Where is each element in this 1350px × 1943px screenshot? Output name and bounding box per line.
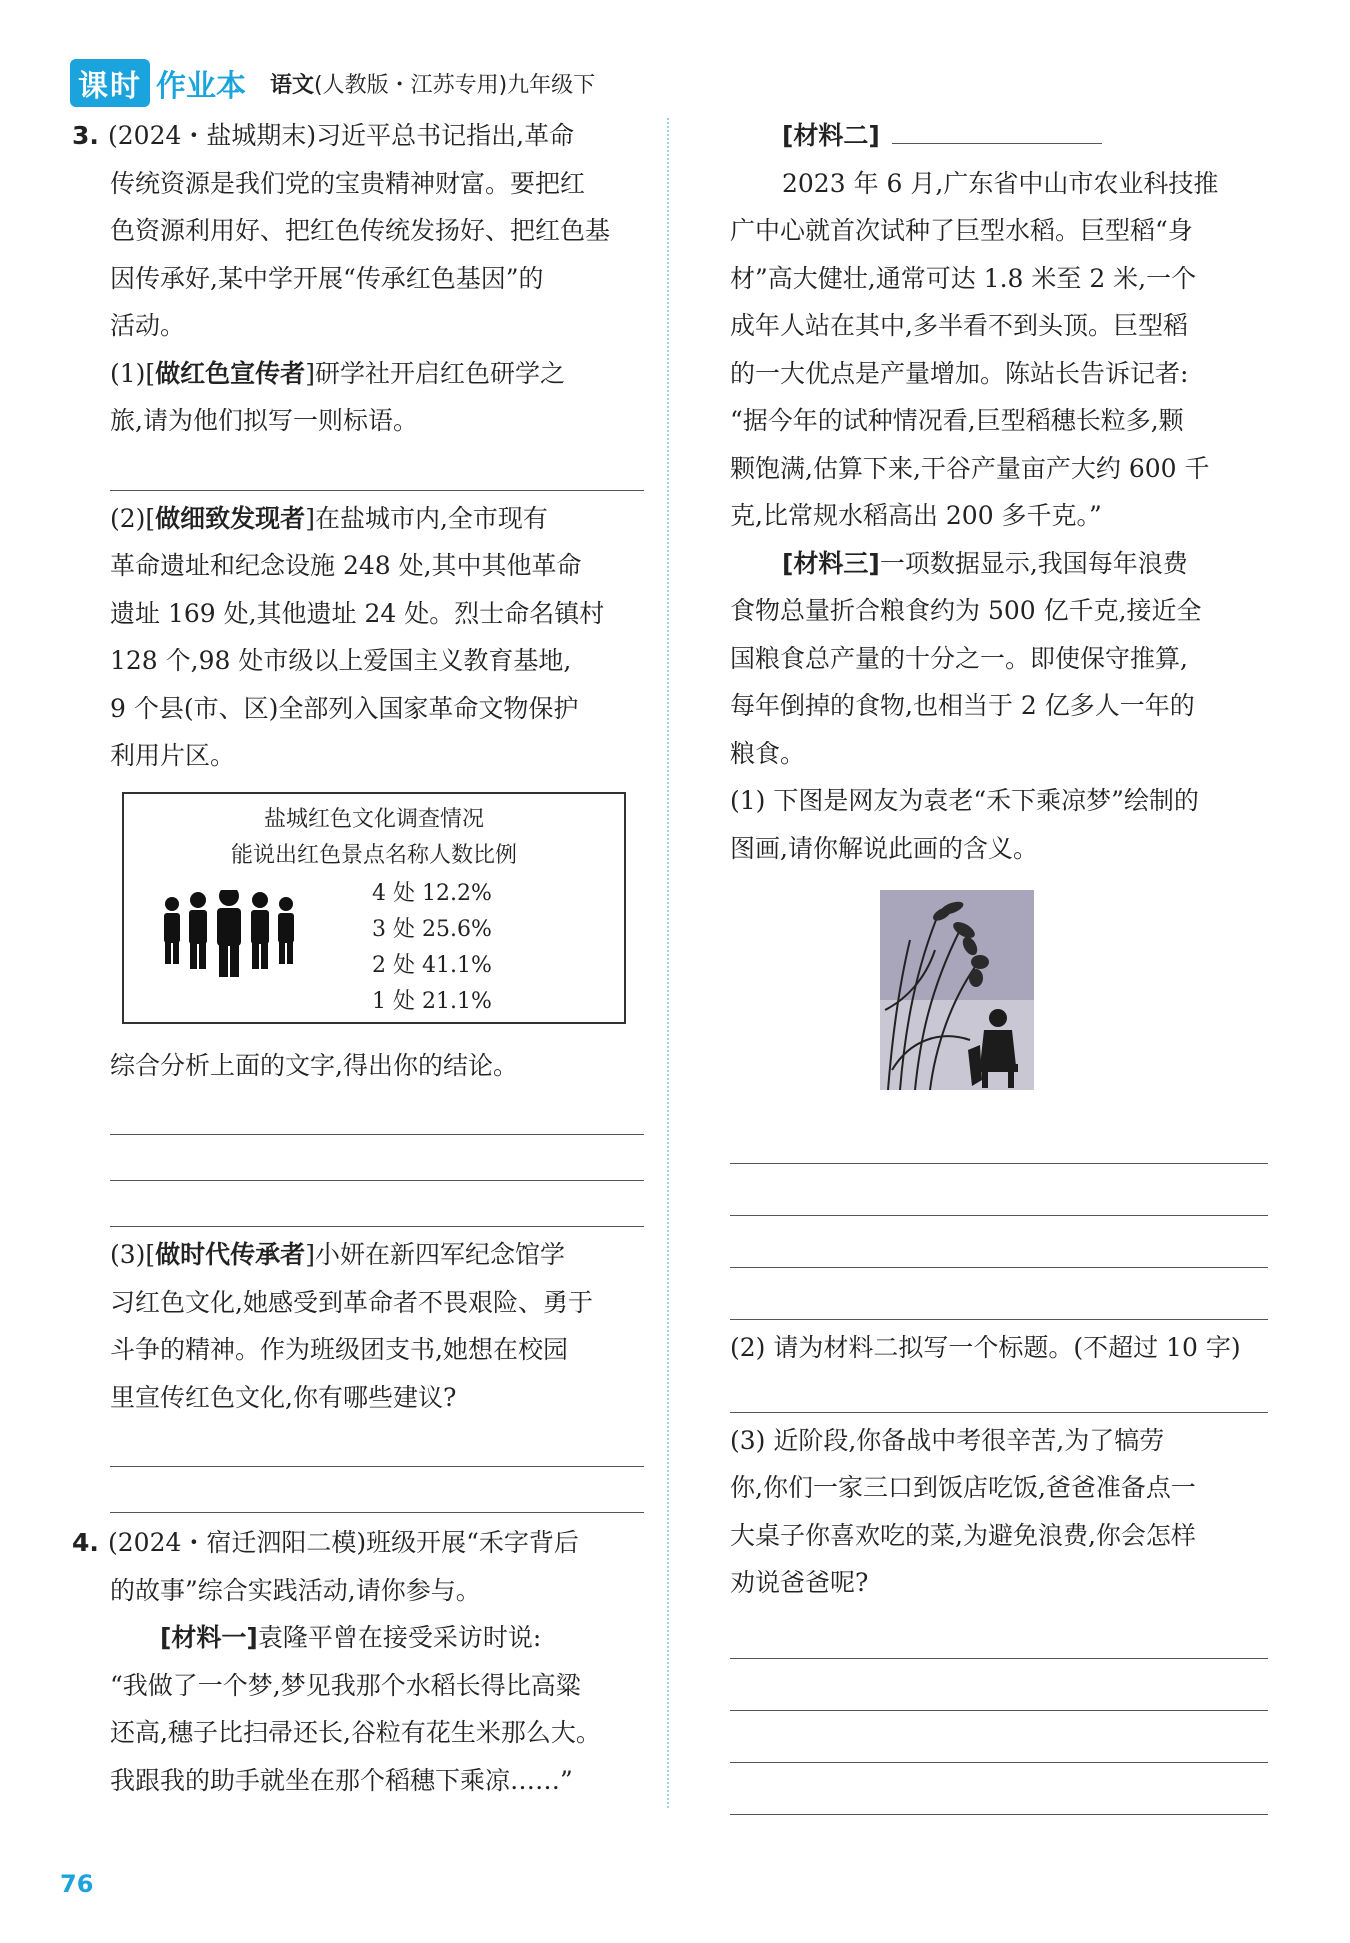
survey-row: 2 处 41.1% [372, 952, 492, 978]
survey-row: 3 处 25.6% [372, 916, 492, 942]
answer-line[interactable] [110, 445, 644, 491]
mat3-first: 一项数据显示,我国每年浪费 [879, 548, 1188, 578]
q4-number: 4. [72, 1528, 99, 1557]
q4-sub1-line-1: (1) 下图是网友为袁老“禾下乘凉梦”绘制的 [730, 786, 1199, 815]
survey-title-2: 能说出红色景点名称人数比例 [230, 842, 517, 868]
answer-line[interactable] [110, 1467, 644, 1513]
mat2-title-line [730, 112, 1268, 160]
q3-sub3-line-2: 习红色文化,她感受到革命者不畏艰险、勇于 [110, 1287, 593, 1317]
edition: (人教版・江苏专用)九年级下 [314, 72, 596, 98]
answer-line[interactable] [110, 1181, 644, 1227]
book-info [270, 68, 595, 99]
q3-intro-4: 活动。 [110, 311, 186, 340]
page-number: 76 [60, 1870, 94, 1898]
q3-intro-0: (2024・盐城期末)习近平总书记指出,革命 [108, 121, 575, 150]
q3-intro-2: 色资源利用好、把红色传统发扬好、把红色基 [110, 216, 611, 245]
q3-intro-1: 传统资源是我们党的宝贵精神财富。要把红 [110, 168, 586, 198]
mat1-line-4: 我跟我的助手就坐在那个稻穗下乘凉……” [110, 1765, 573, 1795]
q4-intro-0: (2024・宿迁泗阳二模)班级开展“禾字背后 [108, 1528, 579, 1557]
mat3-line-3: 国粮食总产量的十分之一。即使保守推算, [730, 643, 1188, 673]
answer-line[interactable] [730, 1763, 1268, 1815]
survey-rows [372, 876, 492, 1020]
answer-line[interactable] [110, 1421, 644, 1467]
mat1-line-1 [72, 1614, 644, 1662]
page-header [70, 60, 595, 106]
logo-text: 作业本 [156, 69, 246, 104]
answer-line[interactable] [730, 1659, 1268, 1711]
q3-sub1-suffix: ]研学社开启红色研学之 [305, 358, 565, 388]
q3-sub2-line-6: 利用片区。 [110, 741, 236, 770]
answer-line[interactable] [730, 1164, 1268, 1216]
mat2-line-6: “据今年的试种情况看,巨型稻穗长粒多,颗 [730, 406, 1184, 435]
q4-sub3-line-1: (3) 近阶段,你备战中考很辛苦,为了犒劳 [730, 1425, 1165, 1455]
q3-sub2-prompt: 综合分析上面的文字,得出你的结论。 [110, 1050, 518, 1080]
mat1-first: 袁隆平曾在接受采访时说: [257, 1623, 542, 1652]
q3-sub3-prefix: (3)[ [110, 1240, 156, 1269]
q4-line-1 [72, 1519, 644, 1567]
mat2-line-4: 成年人站在其中,多半看不到头顶。巨型稻 [730, 311, 1188, 340]
q3-sub2-line-1 [72, 495, 644, 543]
answer-line[interactable] [730, 1112, 1268, 1164]
answer-line[interactable] [730, 1607, 1268, 1659]
survey-row: 1 处 21.1% [372, 988, 492, 1014]
answer-line[interactable] [730, 1216, 1268, 1268]
mat3-line-1 [730, 540, 1268, 588]
mat2-line-1: 2023 年 6 月,广东省中山市农业科技推 [782, 168, 1219, 198]
mat3-line-5: 粮食。 [730, 738, 806, 768]
rice-dream-illustration [880, 890, 1034, 1090]
q3-line-1 [72, 112, 644, 160]
q4-sub3-line-2: 你,你们一家三口到饭店吃饭,爸爸准备点一 [730, 1473, 1196, 1502]
survey-row: 4 处 12.2% [372, 880, 492, 906]
people-icon [160, 890, 300, 980]
q3-sub1-prefix: (1)[ [110, 358, 156, 388]
survey-box [122, 792, 626, 1024]
mat2-title-blank[interactable] [892, 117, 1102, 144]
q3-sub1-tag: 做红色宣传者 [155, 358, 306, 388]
q3-sub2-line-2: 革命遗址和纪念设施 248 处,其中其他革命 [110, 551, 582, 580]
q3-sub1-line-1 [72, 350, 644, 398]
answer-line[interactable] [730, 1372, 1268, 1413]
logo-box: 课时 [70, 59, 150, 107]
answer-line[interactable] [110, 1089, 644, 1135]
q3-sub2-line-5: 9 个县(市、区)全部列入国家革命文物保护 [110, 693, 579, 723]
q3-sub2-tag: 做细致发现者 [155, 503, 306, 533]
q3-sub3-line-1 [72, 1231, 644, 1279]
mat2-line-8: 克,比常规水稻高出 200 多千克。” [730, 501, 1102, 530]
mat2-line-2: 广中心就首次试种了巨型水稻。巨型稻“身 [730, 216, 1193, 245]
q4-sub3-line-3: 大桌子你喜欢吃的菜,为避免浪费,你会怎样 [730, 1520, 1196, 1550]
q3-number: 3. [72, 121, 99, 150]
mat1-line-2: “我做了一个梦,梦见我那个水稻长得比高粱 [110, 1670, 581, 1700]
q4-sub1-line-2: 图画,请你解说此画的含义。 [730, 833, 1038, 863]
mat2-line-5: 的一大优点是产量增加。陈站长告诉记者: [730, 358, 1189, 388]
q3-intro-3: 因传承好,某中学开展“传承红色基因”的 [110, 263, 544, 293]
mat2-line-3: 材”高大健壮,通常可达 1.8 米至 2 米,一个 [730, 263, 1197, 293]
q4-sub3-line-4: 劝说爸爸呢? [730, 1568, 869, 1597]
mat3-line-2: 食物总量折合粮食约为 500 亿千克,接近全 [730, 596, 1202, 625]
q3-sub2-line-3: 遗址 169 处,其他遗址 24 处。烈士命名镇村 [110, 598, 605, 628]
right-column [730, 112, 1268, 1815]
mat1-label: [材料一] [160, 1623, 258, 1652]
q4-sub2: (2) 请为材料二拟写一个标题。(不超过 10 字) [730, 1333, 1241, 1362]
answer-line[interactable] [730, 1268, 1268, 1320]
left-column [72, 112, 644, 1804]
q3-sub1-line-2: 旅,请为他们拟写一则标语。 [110, 406, 418, 435]
q3-sub3-line-3: 斗争的精神。作为班级团支书,她想在校园 [110, 1335, 568, 1364]
column-divider [667, 118, 669, 1808]
q3-sub2-prefix: (2)[ [110, 503, 156, 533]
q3-sub2-line-4: 128 个,98 处市级以上爱国主义教育基地, [110, 646, 572, 675]
mat3-label: [材料三] [782, 548, 880, 578]
q4-intro-1: 的故事”综合实践活动,请你参与。 [110, 1575, 481, 1605]
answer-line[interactable] [730, 1711, 1268, 1763]
mat3-line-4: 每年倒掉的食物,也相当于 2 亿多人一年的 [730, 691, 1195, 720]
q3-sub3-line-4: 里宣传红色文化,你有哪些建议? [110, 1382, 457, 1412]
mat2-line-7: 颗饱满,估算下来,干谷产量亩产大约 600 千 [730, 453, 1210, 483]
subject: 语文 [270, 72, 315, 98]
mat2-label: [材料二] [782, 121, 880, 150]
answer-line[interactable] [110, 1135, 644, 1181]
q3-sub3-suffix: ]小妍在新四军纪念馆学 [305, 1240, 565, 1269]
survey-title-1: 盐城红色文化调查情况 [263, 806, 484, 832]
q3-sub2-suffix: ]在盐城市内,全市现有 [305, 503, 548, 533]
q3-sub3-tag: 做时代传承者 [155, 1240, 306, 1269]
mat1-line-3: 还高,穗子比扫帚还长,谷粒有花生米那么大。 [110, 1718, 601, 1747]
